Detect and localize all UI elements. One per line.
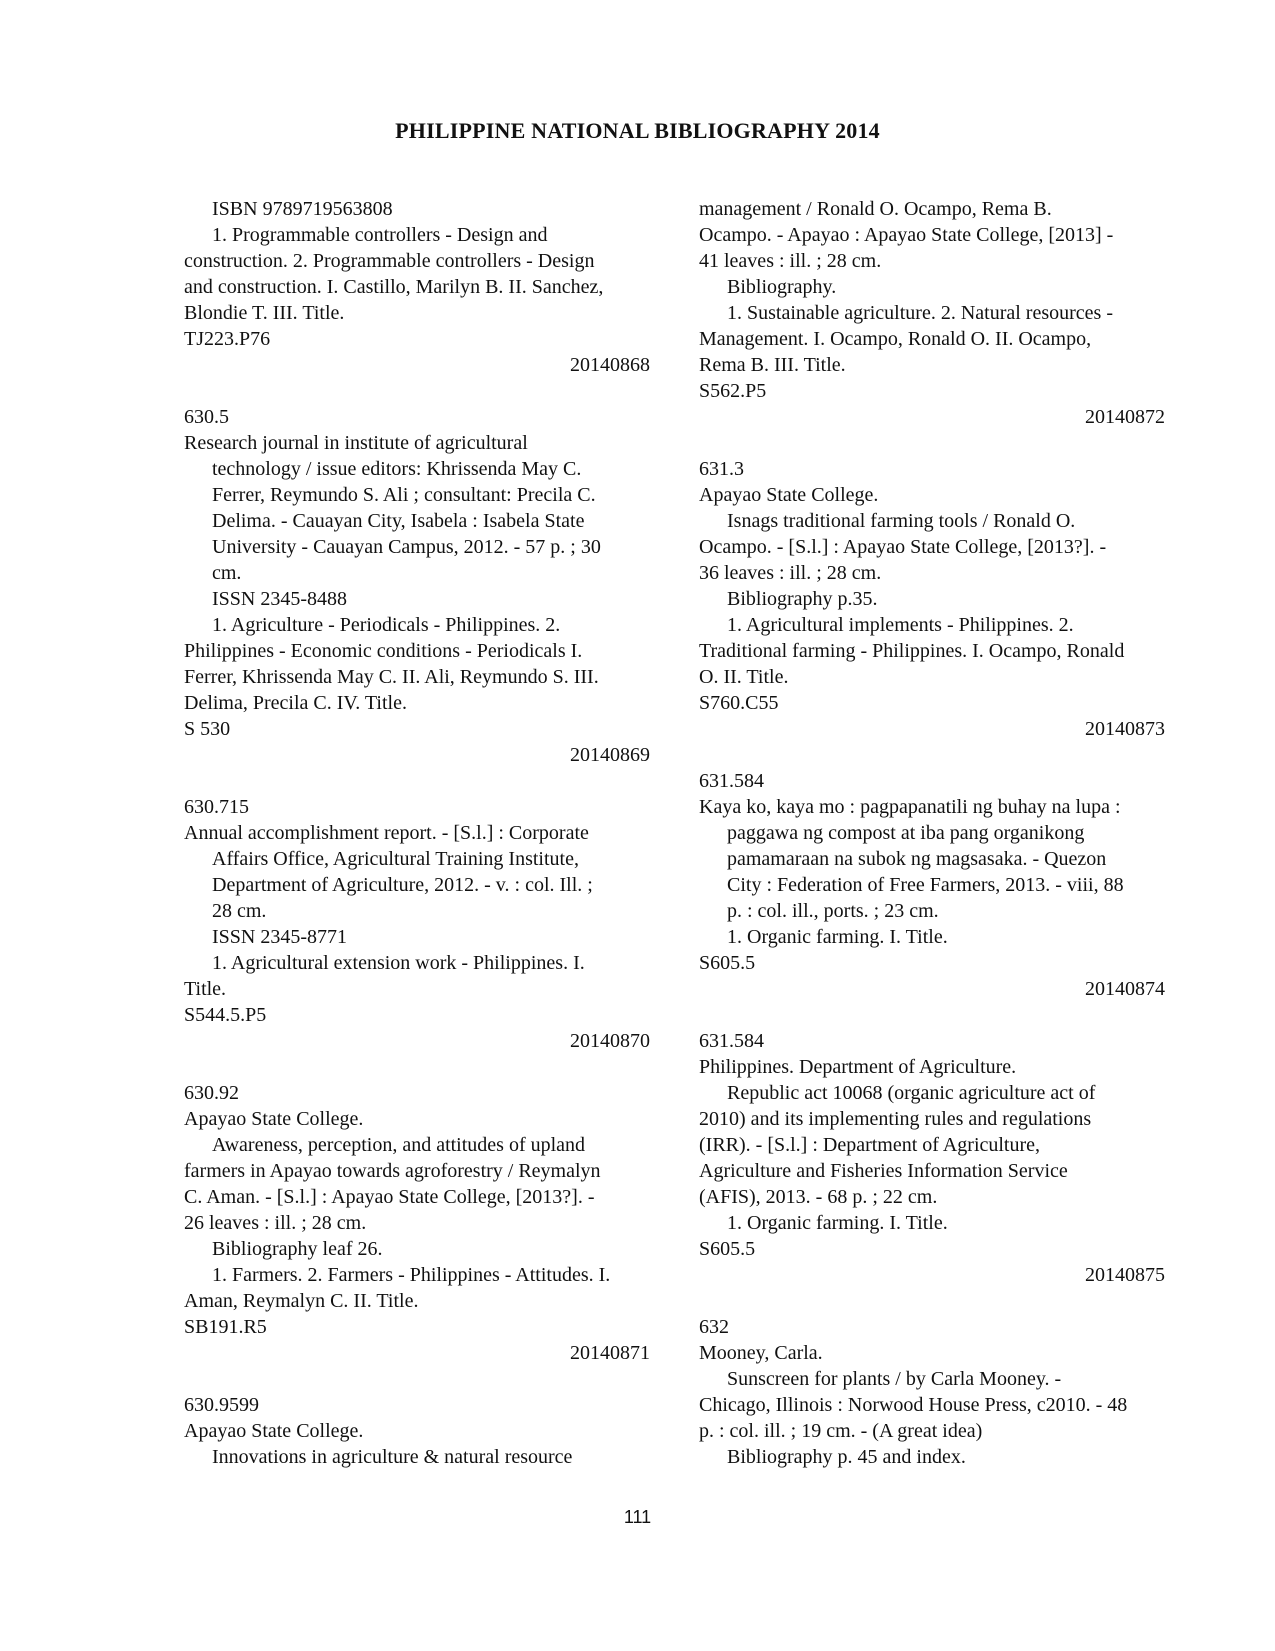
title-line: management / Ronald O. Ocampo, Rema B. — [699, 198, 1052, 220]
subject-line: 1. Agricultural extension work - Philippines. I. — [212, 952, 585, 974]
subject-line: Blondie T. III. Title. — [184, 302, 345, 324]
subject-line: Philippines - Economic conditions - Periodicals I. — [184, 640, 583, 662]
call-number: S605.5 — [699, 1238, 756, 1260]
note: Bibliography leaf 26. — [212, 1238, 383, 1260]
title-line: University - Cauayan Campus, 2012. - 57 p. ; 30 — [212, 536, 601, 558]
subject-line: 1. Programmable controllers - Design and — [212, 224, 548, 246]
class-number: 631.3 — [699, 458, 744, 480]
title-line: Department of Agriculture, 2012. - v. : col. Ill. ; — [212, 874, 593, 896]
subject-line: O. II. Title. — [699, 666, 789, 688]
class-number: 630.9599 — [184, 1394, 259, 1416]
title-line: Sunscreen for plants / by Carla Mooney. - — [727, 1368, 1062, 1390]
call-number: S605.5 — [699, 952, 756, 974]
title-line: 36 leaves : ill. ; 28 cm. — [699, 562, 882, 584]
call-number: S544.5.P5 — [184, 1004, 267, 1026]
title-line: Kaya ko, kaya mo : pagpapanatili ng buhay na lupa : — [699, 796, 1121, 818]
call-number: S760.C55 — [699, 692, 779, 714]
title-line: cm. — [212, 562, 242, 584]
author: Apayao State College. — [184, 1108, 364, 1130]
subject-line: 1. Organic farming. I. Title. — [727, 1212, 948, 1234]
subject-line: Traditional farming - Philippines. I. Ocampo, Ronald — [699, 640, 1125, 662]
call-number: TJ223.P76 — [184, 328, 271, 350]
bib-entry — [699, 196, 1189, 430]
subject-line: Delima, Precila C. IV. Title. — [184, 692, 407, 714]
bib-entry — [184, 1080, 654, 1366]
subject-line: Title. — [184, 978, 227, 1000]
record-id: 20140875 — [1085, 1264, 1165, 1286]
title-line: (IRR). - [S.l.] : Department of Agriculture, — [699, 1134, 1041, 1156]
title-line: Republic act 10068 (organic agriculture act of — [727, 1082, 1096, 1104]
author: Apayao State College. — [184, 1420, 364, 1442]
bib-entry — [184, 1392, 654, 1470]
title-line: C. Aman. - [S.l.] : Apayao State College, [2013?]. - — [184, 1186, 595, 1208]
isbn: ISBN 9789719563808 — [212, 198, 393, 220]
title-line: Chicago, Illinois : Norwood House Press, c2010. - 48 — [699, 1394, 1128, 1416]
title-line: Awareness, perception, and attitudes of upland — [212, 1134, 586, 1156]
class-number: 631.584 — [699, 1030, 764, 1052]
author: Philippines. Department of Agriculture. — [699, 1056, 1017, 1078]
subject-line: 1. Sustainable agriculture. 2. Natural resources - — [727, 302, 1113, 324]
title-line: 26 leaves : ill. ; 28 cm. — [184, 1212, 367, 1234]
title-line: Ocampo. - [S.l.] : Apayao State College, [2013?]. - — [699, 536, 1107, 558]
title-line: Agriculture and Fisheries Information Service — [699, 1160, 1068, 1182]
bib-entry — [184, 196, 654, 378]
subject-line: Management. I. Ocampo, Ronald O. II. Ocampo, — [699, 328, 1092, 350]
record-id: 20140871 — [570, 1342, 650, 1364]
call-number: S 530 — [184, 718, 231, 740]
record-id: 20140872 — [1085, 406, 1165, 428]
title-line: (AFIS), 2013. - 68 p. ; 22 cm. — [699, 1186, 938, 1208]
title-line: Ferrer, Reymundo S. Ali ; consultant: Precila C. — [212, 484, 596, 506]
class-number: 630.715 — [184, 796, 249, 818]
title-line: Delima. - Cauayan City, Isabela : Isabela State — [212, 510, 585, 532]
subject-line: 1. Farmers. 2. Farmers - Philippines - Attitudes. I. — [212, 1264, 611, 1286]
bib-entry — [699, 1314, 1189, 1470]
title-line: pamamaraan na subok ng magsasaka. - Quezon — [727, 848, 1107, 870]
title-line: p. : col. ill. ; 19 cm. - (A great idea) — [699, 1420, 983, 1442]
title-line: farmers in Apayao towards agroforestry / Reymalyn — [184, 1160, 601, 1182]
title-line: Research journal in institute of agricultural — [184, 432, 528, 454]
author: Mooney, Carla. — [699, 1342, 823, 1364]
subject-line: and construction. I. Castillo, Marilyn B. II. Sanchez, — [184, 276, 604, 298]
subject-line: construction. 2. Programmable controllers - Design — [184, 250, 595, 272]
title-line: Ocampo. - Apayao : Apayao State College, [2013] - — [699, 224, 1114, 246]
title-line: 41 leaves : ill. ; 28 cm. — [699, 250, 882, 272]
title-line: Innovations in agriculture & natural resource — [212, 1446, 573, 1468]
issn: ISSN 2345-8488 — [212, 588, 348, 610]
bib-entry — [184, 404, 654, 768]
title-line: technology / issue editors: Khrissenda May C. — [212, 458, 582, 480]
bib-entry — [699, 456, 1189, 742]
subject-line: Ferrer, Khrissenda May C. II. Ali, Reymundo S. III. — [184, 666, 599, 688]
bib-entry — [699, 1028, 1189, 1288]
record-id: 20140870 — [570, 1030, 650, 1052]
record-id: 20140874 — [1085, 978, 1165, 1000]
title-line: City : Federation of Free Farmers, 2013. - viii, 88 — [727, 874, 1124, 896]
note: Bibliography. — [727, 276, 837, 298]
subject-line: 1. Agricultural implements - Philippines. 2. — [727, 614, 1074, 636]
class-number: 631.584 — [699, 770, 764, 792]
bib-entry — [699, 768, 1189, 1002]
note: Bibliography p.35. — [727, 588, 878, 610]
record-id: 20140869 — [570, 744, 650, 766]
subject-line: 1. Organic farming. I. Title. — [727, 926, 948, 948]
title-line: Annual accomplishment report. - [S.l.] : Corporate — [184, 822, 589, 844]
class-number: 630.92 — [184, 1082, 239, 1104]
class-number: 630.5 — [184, 406, 229, 428]
title-line: Isnags traditional farming tools / Ronald O. — [727, 510, 1076, 532]
call-number: S562.P5 — [699, 380, 767, 402]
title-line: 2010) and its implementing rules and regulations — [699, 1108, 1092, 1130]
call-number: SB191.R5 — [184, 1316, 267, 1338]
class-number: 632 — [699, 1316, 729, 1338]
title-line: paggawa ng compost at iba pang organikong — [727, 822, 1085, 844]
note: Bibliography p. 45 and index. — [727, 1446, 966, 1468]
title-line: 28 cm. — [212, 900, 267, 922]
page-title: PHILIPPINE NATIONAL BIBLIOGRAPHY 2014 — [395, 118, 880, 143]
title-line: Affairs Office, Agricultural Training Institute, — [212, 848, 579, 870]
title-line: p. : col. ill., ports. ; 23 cm. — [727, 900, 939, 922]
subject-line: Rema B. III. Title. — [699, 354, 846, 376]
author: Apayao State College. — [699, 484, 879, 506]
page-number: 111 — [623, 1507, 652, 1527]
left-column — [184, 196, 654, 1470]
record-id: 20140873 — [1085, 718, 1165, 740]
record-id: 20140868 — [570, 354, 650, 376]
subject-line: 1. Agriculture - Periodicals - Philippines. 2. — [212, 614, 561, 636]
issn: ISSN 2345-8771 — [212, 926, 348, 948]
subject-line: Aman, Reymalyn C. II. Title. — [184, 1290, 419, 1312]
right-column — [699, 196, 1189, 1470]
bib-entry — [184, 794, 654, 1054]
